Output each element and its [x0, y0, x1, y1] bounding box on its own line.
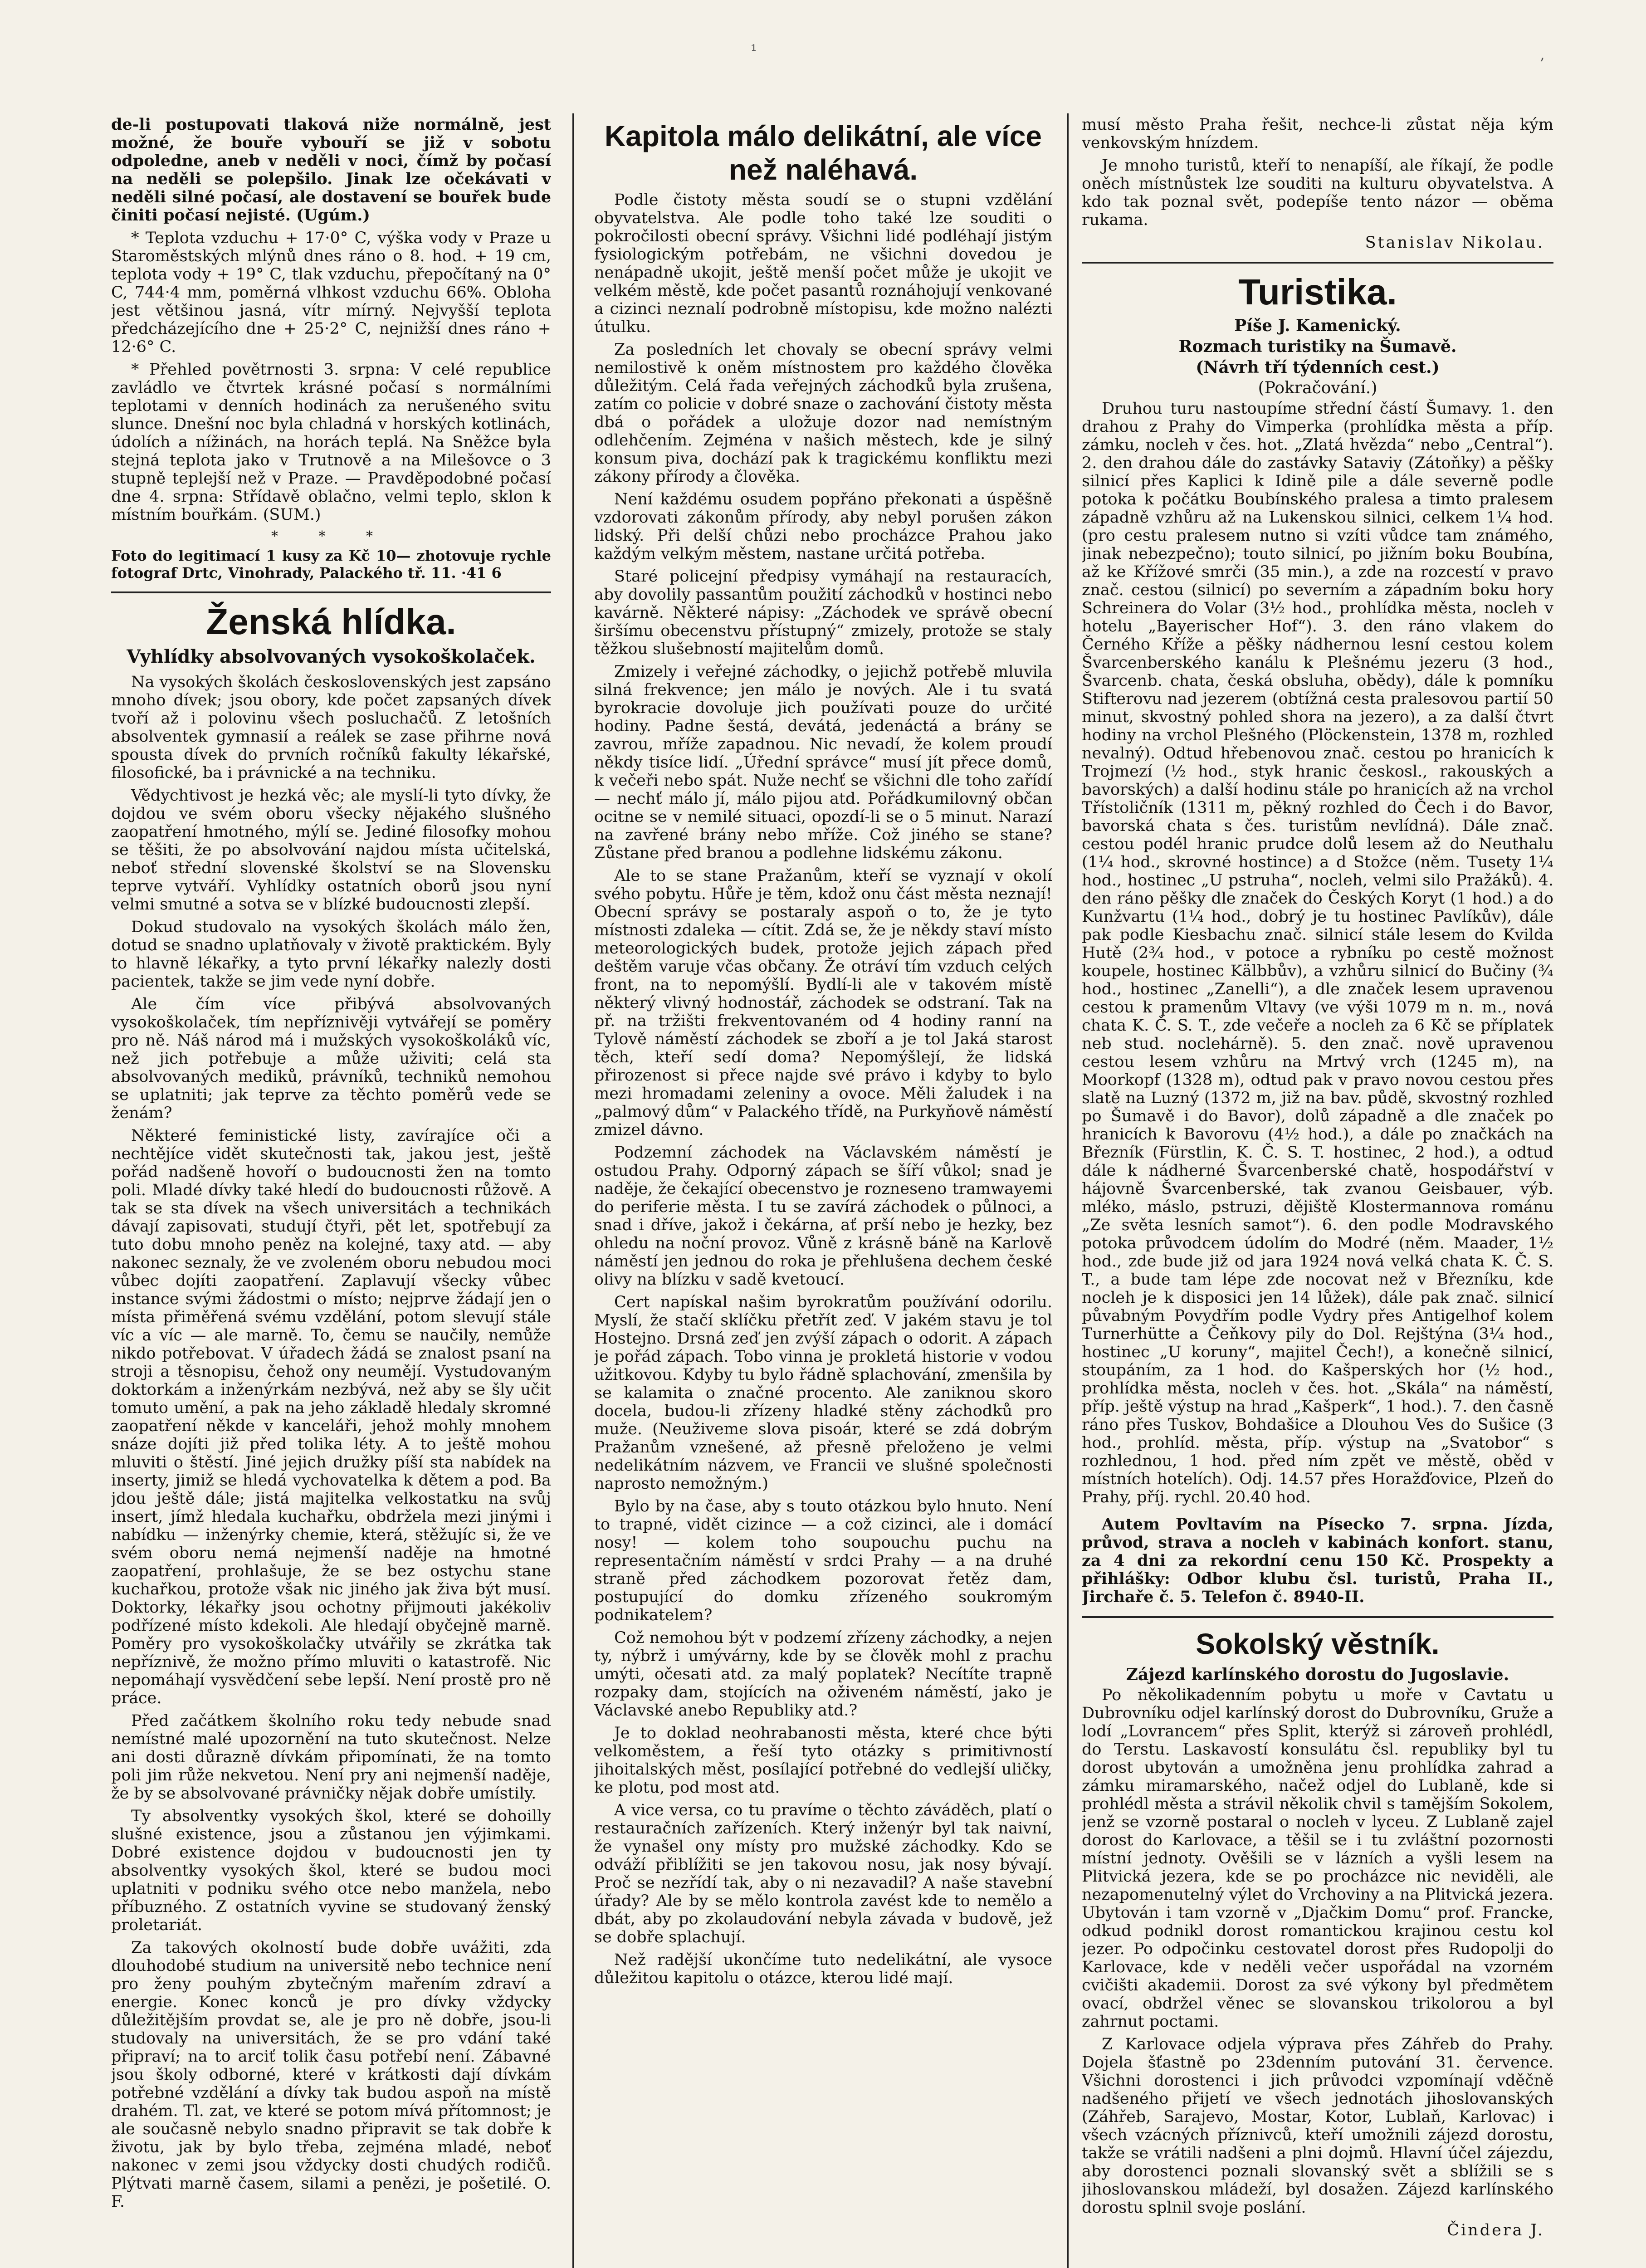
article-heading-kapitola: Kapitola málo delikátní, ale více než naléhavá. — [605, 120, 1042, 186]
article-paragraph: Je to doklad neohrabanosti města, které chce býti velkoměstem, a řeší tyto otázky s primitivností jihoitalských měst, posílající potřebné do vedlejší uličky, ke plotu, pod most atd. — [594, 1724, 1052, 1797]
author-signature: Čindera J. — [1447, 2221, 1544, 2239]
column-rule-left — [572, 113, 574, 2268]
section-divider — [1082, 262, 1553, 264]
weather-paragraph: de-li postupovati tlaková niže normálně, jest možné, že bouře vybouří se již v sobotu odpoledne, aneb v neděli v noci, čímž by počasí na neděli se polepšilo. Jinak lze očekávati v neděli silné počasí, ale dostavení se bouřek bude činiti počasí nejisté. (Ugúm.) — [111, 116, 551, 225]
separator-stars: * * * — [271, 528, 391, 544]
article-paragraph: Ty absolventky vysokých škol, které se dohoilly slušné existence, jsou a zůstanou jen výjimkami. Dobré existence dojdou v budoucnosti jen ty absolventky vysokých škol, které se budou moci uplatniti v podniku svého otce nebo manžela, nebo příbuzného. Z ostatních vyvine se studovaný ženský proletariát. — [111, 1807, 551, 1934]
article-paragraph: Z Karlovace odjela výprava přes Záhřeb do Prahy. Dojela šťastně po 23denním putování 31. července. Všichni dorostenci i jich průvodci vzpomínají vděčně nadšeného přijetí ve všech jednotách jihoslovanských (Záhřeb, Sarajevo, Mostar, Kotor, Lublaň, Karlovac) i všech vzácných příznivců, kteří umožnili zájezd dorostu, takže se vrátili nadšeni a plni dojmů. Hlavní účel zájezdu, aby dorostenci poznali slovanský svět a sblížili se s jihoslovanskou mládeží, byl dosažen. Zájezd karlínského dorostu splnil svoje poslání. — [1082, 2035, 1553, 2217]
weather-overview: * Přehled povětrnosti 3. srpna: V celé republice zavládlo ve čtvrtek krásné počasí s normálními teplotami v denních hodinách za nerušeného svitu slunce. Dnešní noc byla chladná v horských kotlinách, údolích a nížinách, na horách teplá. Na Sněžce byla stejná teplota jako v Trutnově a na Milešovce o 3 stupně teplejší než v Praze. — Pravděpodobné počasí dne 4. srpna: Střídavě oblačno, velmi teplo, sklon k místním bouřkám. (SUM.) — [111, 361, 551, 524]
article-paragraph: Na vysokých školách československých jest zapsáno mnoho dívek; jsou obory, kde počet zapsaných dívek tvoří až i polovinu všech posluchačů. Z letošních absolventek gymnasií a reálek se zase přihrne nová spousta dívek do prvních ročníků fakulty lékařské, filosofické, ba i právnické a na techniku. — [111, 673, 551, 782]
article-paragraph: Podzemní záchodek na Václavském náměstí je ostudou Prahy. Odporný zápach se šíří vůkol; snad je naděje, že čekající obecenstvo je rozneseno tramwayemi do periferie města. I tu se zavírá záchodek o půlnoci, a snad i dříve, jakož i čekárna, ať prší nebo je hezky, bez ohledu na noční provoz. Vůně z krásně báně na Karlově náměstí jen jednou do roka je přehlušena dechem české olivy na blízku v sadě kvetoucí. — [594, 1144, 1052, 1289]
article-continuation: musí město Praha řešit, nechce-li zůstat něja kým venkovským hnízdem. — [1082, 116, 1553, 152]
weather-temperature: * Teplota vzduchu + 17·0° C, výška vody v Praze u Staroměstských mlýnů dnes ráno o 8. hod. + 19 cm, teplota vody + 19° C, tlak vzduchu, přepočítaný na 0° C, 744·4 mm, poměrná vlhkost vzduchu 66%. Obloha jest většinou jasná, vítr mírný. Nejvyšší teplota předcházejícího dne + 25·2° C, nejnižší dnes ráno + 12·6° C. — [111, 229, 551, 356]
column-rule-right — [1067, 113, 1069, 2268]
article-paragraph: Cert napískal našim byrokratům používání odorilu. Myslí, že stačí sklíčku přetřít zeď. V jakém stavu je tol Hostejno. Drsná zeď jen zvýší zápach o odorit. A zápach je pořád zápach. Tobo vinna je prokletá historie v vodou užitkovou. Kdyby tu bylo řádně splachování, zmenšila by se kalamita o značné procento. Ale zaniknou skoro docela, budou-li zřízeny hladké stěny záchodků pro muže. (Neuživeme slova pisoár, které se zdá dobrým Pražanům vznešené, až přesně přeloženo je velmi nedelikátním názvem, ve Francii ve slušné společnosti naprosto nemožným.) — [594, 1293, 1052, 1493]
article-subheading: Rozmach turistiky na Šumavě. — [1178, 337, 1457, 356]
auto-trip-advertisement: Autem Povltavím na Písecko 7. srpna. Jízda, průvod, strava a nocleh v kabinách konfort. stanu, za 4 dni za rekordní cenu 150 Kč. Prospekty a přihlášky: Odbor klubu čsl. turistů, Praha II., Jirchaře č. 5. Telefon č. 8940-II. — [1082, 1515, 1553, 1606]
photo-advertisement: Foto do legitimací 1 kusy za Kč 10— zhotovuje rychle fotograf Drtc, Vinohrady, Palackého tř. 11. ·41 6 — [111, 547, 551, 582]
author-signature: Stanislav Nikolau. — [1365, 234, 1544, 252]
article-subheading: Vyhlídky absolvovaných vysokoškolaček. — [127, 646, 536, 667]
article-paragraph: Podle čistoty města soudí se o stupni vzdělání obyvatelstva. Ale podle toho také lze souditi o pokročilosti obecní správy. Všichni lidé podléhají jistým fysiologickým potřebám, ne všichni dovedou je nenápadně ukojit, ještě menší počet může je ukojit ve velkém městě, kde počet pasantů roznáhojují venkované a cizinci neznalí podrobně místopisu, kde možno nalézti útulku. — [594, 191, 1052, 336]
article-paragraph: Některé feministické listy, zavírajíce oči a nechtějíce vidět skutečnosti tak, jakou jest, ještě pořád nadšeně hovoří o budoucnosti žen na tomto poli. Mladé dívky také hledí do budoucnosti růžově. A tak se sta dívek na všech universitách a technikách dávají zapisovati, studují čtyři, pět let, spotřebují za tuto dobu mnoho peněz na kolejné, taxy atd. — aby nakonec seznaly, že ve zvoleném oboru nebudou moci vůbec dojíti zaopatření. Zaplavují všecky vůbec instance svými žádostmi o místo; nejprve žádají jen o místa přiměřená svému vzdělání, potom slevují stále víc a víc — ale marně. To, čemu se naučily, nemůže nikdo potřebovat. V úřadech žádá se znalost psaní na stroji a těsnopisu, čehož ony neumějí. Vystudovaným doktorkám a inženýrkám nezbývá, než aby se šly učit tomuto umění, a pak na jeho základě hledaly skromné zaopatření někde v kanceláři, jehož mohly mnohem snáze dojíti již před tolika léty. A to ještě mohou mluviti o štěstí. Jiné jejich družky píší sta nabídek na inserty, jimiž se hledá vychovatelka k dětem a pod. Ba jdou ještě dále; jistá majitelka velkostatku na svůj insert, jímž hledala kuchařku, obdržela mezi jinými i nabídku — inženýrky chemie, která, stěžujíc si, že ve svém oboru nemá nejmenší naděje na hmotné zaopatření, prohlašuje, že se bez ostychu stane kuchařkou, protože však nic jiného jak živa být musí. Doktorky, lékařky jsou ochotny přijmouti jakékoliv podřízené místo kdekoli. Ale hledají obyčejně marně. Poměry pro vysokoškolačky utvářily se zkrátka tak nepříznivě, že možno přímo mluviti o katastrofě. Nic nepomáhají vysvědčení sebe lepší. Není prostě pro ně práce. — [111, 1127, 551, 1707]
section-heading-turistika: Turistika. — [1238, 272, 1397, 312]
article-paragraph: Ale to se stane Pražanům, kteří se vyznají v okolí svého pobytu. Hůře je těm, kdož onu část města neznají! Obecní správy se postaraly aspoň o to, že je tyto místnosti zdaleka — cítit. Zdá se, že je někdy staví místo meteorologických budek, protože jejich zápach před deštěm varuje včas občany. Že otráví tím vzduch celých front, na to nepomýšlí. Bydlí-li ale v takovém místě některý vlivný hodnostář, záchodek se odstraní. Tak na př. na tržišti frekventovaném od 4 hodiny ranní na Tylově náměstí záchodek se zboří a je tol Jaká starost těch, kteří sedí doma? Nepomýšlejí, že lidská přirozenost si přece najde své právo i kdyby to bylo mezi hromadami zeleniny a ovoce. Měli žaludek i na „palmový dům“ v Palackého třídě, na Purkyňově náměstí zmizel dávno. — [594, 867, 1052, 1139]
corner-mark: , — [1540, 45, 1545, 64]
article-paragraph: Staré policejní předpisy vymáhají na restauracích, aby dovolily passantům použití záchodků v hostinci nebo kavárně. Některé nápisy: „Záchodek ve správě obecní širšímu obecenstvu přístupný“ zmizely, protože se staly těžkou slušebností majitelům domů. — [594, 567, 1052, 658]
article-paragraph: Ale čím více přibývá absolvovaných vysokoškolaček, tím nepříznivěji vytvářejí se poměry pro ně. Náš národ má i mužských vysokoškoláků víc, než jich potřebuje a může uživiti; celá sta absolvovaných mediků, právníků, techniků nemohou se uplatniti; jak teprve za těchto poměrů vede se ženám? — [111, 995, 551, 1122]
article-paragraph: Za posledních let chovaly se obecní správy velmi nemilostivě k oněm místnostem pro každého člověka důležitým. Celá řada veřejných záchodků byla zrušena, zatím co policie v dobré snaze o zachování čistoty města dbá o pořádek a uložuje dozor nad nemístným odlehčením. Zejména v našich městech, kde je silný konsum piva, dochází pak k tragickému konfliktu mezi zákony přírody a člověka. — [594, 341, 1052, 486]
article-paragraph: Je mnoho turistů, kteří to nenapíší, ale říkají, že podle oněch místnůstek lze souditi na kulturu obyvatelstva. A kdo tak poznal svět, podepíše tento názor — oběma rukama. — [1082, 156, 1553, 229]
section-divider — [111, 591, 551, 593]
section-heading-zenska-hlidka: Ženská hlídka. — [206, 601, 456, 642]
article-paragraph: A vice versa, co tu pravíme o těchto záváděch, platí o restauračních zařízeních. Který inženýr byl tak naivní, že vynašel ony místy pro mužské záchodky. Kdo se odváží přiblížiti se jen takovou nosu, jak nosy bývají. Proč se nezřídí tak, aby o ni nezavadil? A naše stavební úřady? Ale by se mělo kontrola zavést kde to nemělo a dbát, aby po zkolaudování nebyla závada v budově, jež se dobře splachují. — [594, 1801, 1052, 1946]
section-heading-sokolsky-vestnik: Sokolský věstník. — [1196, 1628, 1440, 1660]
column-left — [111, 116, 551, 2268]
column-middle — [594, 116, 1052, 2268]
article-paragraph: Po několikadenním pobytu u moře v Cavtatu u Dubrovníku odjel karlínský dorost do Dubrovníku, Gruže a lodí „Lovrancem“ přes Split, kterýž si zároveň prohlédl, do Terstu. Laskavostí konsulátu čsl. republiky byl tu dorost ubytován a umožněna jenu prohlídka zahrad a zámku miramarského, načež odjel do Lublaně, kde si prohlédl města a strávil několik chvil s tamějším Sokolem, jenž se vzorně postaral o nocleh v lyceu. Z Lublaně zajel dorost do Karlovace, a těšil se i tu zvláštní pozornosti místní jednoty. Ověšili se v lázních a vyšli lesem na Plitvická jezera, kde se po procházce nic neviděli, ale nezapomenutelný výlet do Vrchoviny a na Plitvická jezera. Ubytován i tam vzorně v „Djačkim Domu“ prof. Francke, odkud podnikl dorost romantickou krajinou cestu kol jezer. Po odpočinku cestovatel dorost přes Rudopolji do Karlovace, kde v neděli večer uspořádal na vzorném cvičišti akademii. Dorost za své výkony byl předmětem ovací, obdržel věnec se slovanskou trikolorou a byl zahrnut poctami. — [1082, 1686, 1553, 2031]
continuation-note: (Pokračování.) — [1258, 379, 1377, 397]
section-divider — [1082, 1616, 1553, 1618]
article-paragraph: Vědychtivost je hezká věc; ale myslí-li tyto dívky, že dojdou ve svém oboru všecky nějakého slušného zaopatření hmotného, mýlí se. Jediné filosofky mohou se těšiti, že po absolvování najdou místa učitelská, neboť střední slovenské školství se na Slovensku teprve vytváří. Vyhlídky ostatních oborů jsou nyní velmi smutné a sotva se v blízké budoucnosti zlepší. — [111, 787, 551, 914]
article-paragraph: Zmizely i veřejné záchodky, o jejichž potřebě mluvila silná frekvence; jen málo je nových. Ale i tu svatá byrokracie dovoluje jich používati pouze do určité hodiny. Padne šestá, devátá, jedenáctá a brány se zavrou, mříže zapadnou. Nic nevadí, že kolem proudí někdy tisíce lidí. „Úřední správce“ musí jít přece domů, k večeři nebo spát. Nuže nechť se všichni dle toho zařídí — nechť málo jí, málo pijou atd. Pořádkumilovný občan ocitne se v nemilé situaci, opozdí-li se o 5 minut. Narazí na zavřené brány nebo mříže. Což jiného se stane? Zůstane před branou a podlehne lidskému zákonu. — [594, 663, 1052, 862]
top-mark: ¹ — [751, 42, 757, 60]
column-right — [1082, 116, 1553, 2268]
article-subheading-note: (Návrh tří týdenních cest.) — [1196, 358, 1440, 377]
article-paragraph: Za takových okolností bude dobře uvážiti, zda dlouhodobé studium na universitě nebo technice není pro ženy pouhým zbytečným mařením zdraví a energie. Konec konců je pro dívky vždycky důležitějším provdat se, ale je pro ně dobře, jsou-li studovaly na universitách, že se pro vdání také připraví; na to arciť tolik času potřebí není. Zábavné jsou školy odborné, které v krátkosti dají dívkám potřebné vzdělání a dívky tak budou aspoň na místě drahém. Tl. zat, ve které se potom mívá přítomnost; je ale současně nebylo snadno připravit se tak dobře k životu, jak by bylo třeba, zejména mladé, neboť nakonec v zemi jsou vždycky dosti chudých rodičů. Plýtvati marně časem, silami a penězi, je pošetilé. O. F. — [111, 1939, 551, 2211]
article-subheading: Zájezd karlínského dorostu do Jugoslavie. — [1126, 1665, 1509, 1684]
article-paragraph: Bylo by na čase, aby s touto otázkou bylo hnuto. Není to trapné, vidět cizince — a což cizinci, ale i domácí nosy! — kolem toho soupouchu puchu na representačním náměstí v srdci Prahy — a na druhé straně před záchodkem pozorovat řetěz dam, postupující do domku zřízeného soukromým podnikatelem? — [594, 1497, 1052, 1624]
article-paragraph: Což nemohou být v podzemí zřízeny záchodky, a nejen ty, nýbrž i umývárny, kde by se člověk mohl z prachu umýti, očesati atd. za malý poplatek? Necítíte trapně rozpaky dam, stojících na oživeném náměstí, jako je Václavské anebo Republiky atd.? — [594, 1629, 1052, 1720]
article-paragraph: Dokud studovalo na vysokých školách málo žen, dotud se snadno uplatňovaly v životě praktickém. Byly to hlavně lékařky, a tyto první lékařky nalezly dosti pacientek, takže se jim vede nyní dobře. — [111, 918, 551, 991]
article-author: Píše J. Kamenický. — [1234, 316, 1401, 335]
article-paragraph: Druhou turu nastoupíme střední částí Šumavy. 1. den drahou z Prahy do Vimperka (prohlídka města a příp. zámku, nocleh v čes. hot. „Zlatá hvězda“ nebo „Central“). 2. den drahou dále do zastávky Sataviy (Zátoňky) a pěšky silnicí přes Kaplici k Idině pile a dále severně podle potoka k počátku Boubínského pralesa a timto pralesem západně vzhůru až na Lukenskou silnici, celkem 1¼ hod. (pro cestu pralesem nutno si vzíti vůdce tam známého, jinak nebezpečno); touto silnicí, po jižním boku Boubína, až ke Křížové smrči (35 min.), a zde na rozcestí v pravo znač. cestou (silnicí) po severním a západním boku hory Schreinera do Volar (3½ hod., prohlídka města, nocleh v hotelu „Bayerischer Hof“). 3. den ráno vlakem do Černého Kříže a pěšky nádhernou lesní cestou kolem Švarcenberského kanálu k Plešnému jezeru (3 hod., Švarcenb. chata, česká obsluha, obědy), dále k pomníku Stifterovu nad jezerem (obtížná cesta pralesovou partií 50 minut, skvostný pohled shora na jezero), a za další čtvrt hodiny na vrchol Plešného (Plöckenstein, 1378 m, rozhled nevalný). Odtud hřebenovou znač. cestou po hranicích k Trojmezí (½ hod., styk hranic českosl., rakouských a bavorských) a další hodinu stále po hranicích až na vrchol Třístoličník (1311 m, pěkný rozhled do Čech i do Bavor, bavorská chata s čes. turistům nevlídná). Dále znač. cestou podél hranic prudce dolů lesem až do Neuthalu (1¼ hod., skrovné hostince) a d Stožce (něm. Tusety 1¼ hod., hostinec „U pstruha“, nocleh, velmi silo Pražáků). 4. den ráno pěšky dle značek do Českých Koryt (1 hod.) a do Kunžvartu (1¼ hod., dobrý je tu hostinec Pavlíkův), dále pak podle Kiesbachu znač. silnicí stále lesem do Kvilda Hutě (2¾ hod., v potoce a rybníku po cestě možnost koupele, hostinec Kälbbův), a vzhůru silnicí do Bučiny (¾ hod., hostinec „Zanelli“), a dle značek lesem upravenou cestou k pramenům Vltavy (ve výši 1079 m n. m., nová chata K. Č. S. T., zde večeře a nocleh za 6 Kč se příplatek neb stud. noclehárně). 5. den znač. nově upravenou cestou lesem vzhůru na Mrtvý vrch (1245 m), na Moorkopf (1328 m), odtud pak v pravo novou cestou přes slatě na Luzný (1372 m, již na bav. půdě, skvostný rozhled po Šumavě i do Bavor), dolů západně a dle značek po hranicích k Bavorovu (4½ hod.), a dále po značkách na Březník (Fürstlin, K. Č. S. T. hostinec, 2 hod.), a odtud dále k nádherné Švarcenberské chatě, hospodářství v hájovně Švarcenberské, tak zvanou Geisbauer, výb. mléko, máslo, pstruzi, dějiště Klostermannova románu „Ze světa lesních samot“). 6. den podle Modravského potoka průvodcem údolím do Modré (něm. Maader, 1½ hod., zde bude již od jara 1924 nová velká chata K. Č. S. T., a bude tam lépe zde nocovat než v Březníku, kde nocleh je k disposici jen 14 lůžek), dále pak znač. silnicí půvabným Povydřím podle Vydry přes Antigelhof kolem Turnerhütte a Čeňkovy pily do Dol. Rejštýna (3¼ hod., hostinec „U koruny“, majitel Čech!), a konečně silnicí, stoupáním, za 1 hod. do Kašperských hor (½ hod., prohlídka města, nocleh v čes. hot. „Skála“ na náměstí, příp. ještě výstup na hrad „Kašperk“, 1 hod.). 7. den časně ráno přes Tuskov, Bohdašice a Dlouhou Ves do Sušice (3 hod., prohlíd. města, příp. výstup na „Svatobor“ s rozhlednou, 1 hod. před ním zpět ve městě, oběd v místních hotelích). Odj. 14.57 přes Horažďovice, Plzeň do Prahy, příj. rychl. 20.40 hod. — [1082, 400, 1553, 1506]
article-paragraph: Před začátkem školního roku tedy nebude snad nemístné malé upozornění na tuto skutečnost. Nelze ani dosti důrazně dívkám připomínati, že na tomto poli jim růže nekvetou. Není pry ani nejmenší naděje, že by se absolvované právničky nějak dobře umístily. — [111, 1712, 551, 1803]
article-paragraph: Není každému osudem popřáno překonati a úspěšně vzdorovati zákonům přírody, aby nebyl porušen zákon lidský. Při delší chůzi nebo procházce Prahou jako každým velkým městem, nastane určitá potřeba. — [594, 490, 1052, 563]
article-paragraph: Než radější ukončíme tuto nedelikátní, ale vysoce důležitou kapitolu o otázce, kterou lidé mají. — [594, 1951, 1052, 1987]
